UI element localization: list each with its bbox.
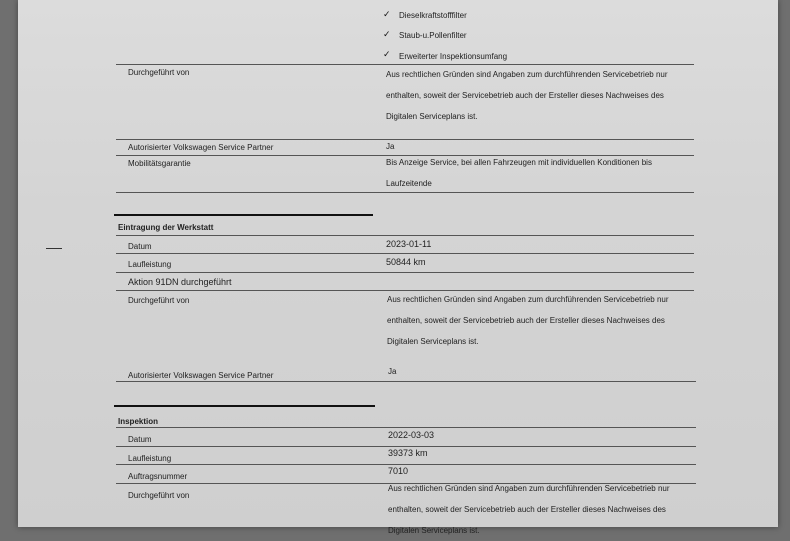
- row-divider: [116, 139, 694, 140]
- partner-value: Ja: [386, 142, 395, 151]
- item-label: Erweiterter Inspektionsumfang: [399, 52, 508, 61]
- row-divider: [116, 192, 694, 193]
- row-divider: [116, 272, 694, 273]
- checkmark-icon: ✓: [383, 29, 391, 39]
- date-label: Datum: [128, 435, 152, 444]
- section-rule: [114, 405, 375, 407]
- row-divider: [116, 446, 696, 447]
- mobility-label: Mobilitätsgarantie: [128, 159, 191, 168]
- mileage-value: 39373 km: [388, 448, 428, 458]
- date-value: 2022-03-03: [388, 430, 435, 440]
- partner-label: Autorisierter Volkswagen Service Partner: [128, 371, 274, 380]
- action-label: Aktion 91DN durchgeführt: [128, 277, 232, 287]
- order-number-value: 7010: [388, 466, 409, 476]
- item-label: Dieselkraftstofffilter: [399, 11, 467, 20]
- checkmark-icon: ✓: [383, 49, 391, 59]
- performed-by-text: Aus rechtlichen Gründen sind Angaben zum durchführenden Servicebetrieb nur enthalten, soweit der Servicebetrieb auch der Ersteller dieses Nachweises des Digitalen Serviceplans ist.: [388, 484, 670, 535]
- performed-by-label: Durchgeführt von: [128, 296, 190, 305]
- performed-by-label: Durchgeführt von: [128, 491, 190, 500]
- item-label: Staub-u.Pollenfilter: [399, 31, 467, 40]
- date-label: Datum: [128, 242, 152, 251]
- date-value: 2023-01-11: [386, 239, 432, 249]
- partner-label: Autorisierter Volkswagen Service Partner: [128, 143, 274, 152]
- section-title: Eintragung der Werkstatt: [118, 223, 214, 232]
- row-divider: [116, 235, 694, 236]
- section-rule: [114, 214, 373, 216]
- row-divider: [116, 381, 696, 382]
- performed-by-text: Aus rechtlichen Gründen sind Angaben zum durchführenden Servicebetrieb nur enthalten, soweit der Servicebetrieb auch der Ersteller dieses Nachweises des Digitalen Serviceplans ist.: [386, 70, 668, 121]
- performed-by-label: Durchgeführt von: [128, 68, 190, 77]
- row-divider: [116, 464, 696, 465]
- mileage-value: 50844 km: [386, 257, 426, 267]
- mileage-label: Laufleistung: [128, 454, 172, 463]
- row-divider: [116, 427, 696, 428]
- margin-mark: [46, 248, 62, 249]
- checkmark-icon: ✓: [383, 9, 391, 19]
- performed-by-text: Aus rechtlichen Gründen sind Angaben zum durchführenden Servicebetrieb nur enthalten, soweit der Servicebetrieb auch der Ersteller dieses Nachweises des Digitalen Serviceplans ist.: [387, 295, 669, 346]
- partner-value: Ja: [388, 367, 397, 376]
- row-divider: [116, 253, 694, 254]
- mobility-text: Bis Anzeige Service, bei allen Fahrzeugen mit individuellen Konditionen bis Laufzeitende: [386, 158, 652, 188]
- order-number-label: Auftragsnummer: [128, 472, 188, 481]
- mileage-label: Laufleistung: [128, 260, 172, 269]
- section-title: Inspektion: [118, 417, 159, 426]
